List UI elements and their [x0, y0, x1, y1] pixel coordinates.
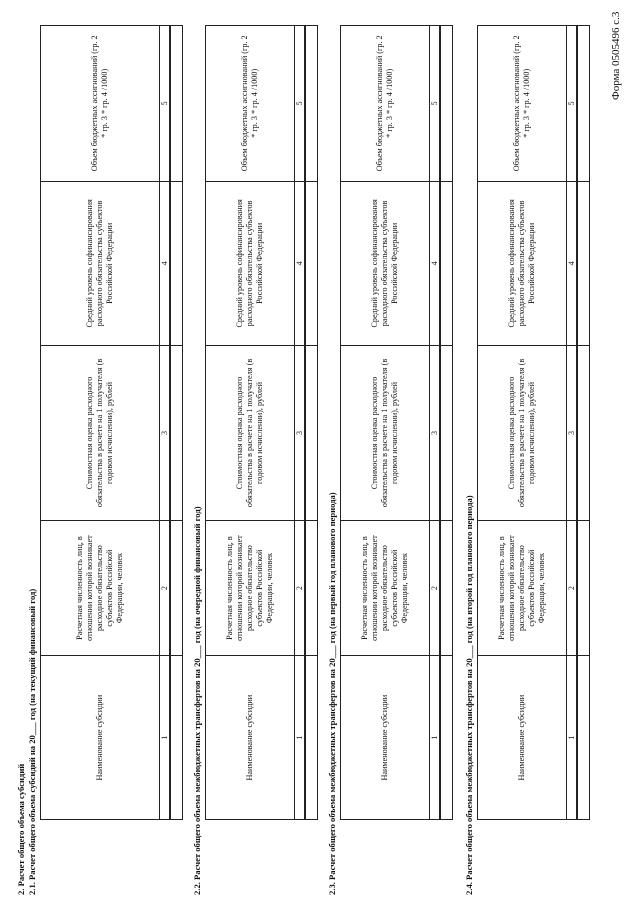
col-number: 4 [295, 181, 304, 346]
column-numbers-row [429, 26, 439, 819]
section-title: 2. Расчет общего объема субсидий [16, 763, 26, 895]
subsection-title-2-3: 2.3. Расчет общего объема межбюджетных трансфертов на 20___ год (на первый год планового периода) [327, 492, 337, 895]
data-row [576, 26, 589, 819]
data-cell[interactable] [171, 181, 182, 346]
data-cell[interactable] [441, 520, 452, 656]
col-header-volume: Объем бюджетных ассигнований (гр. 2 * гр. 3 * гр. 4 /1000) [512, 35, 531, 172]
column-numbers-row [294, 26, 304, 819]
col-header-persons: Расчетная численность лиц, в отношении которой возникает расходное обязательство субъектов Российской Федерации, человек [206, 520, 294, 656]
col-number: 5 [294, 101, 304, 106]
col-number: 5 [159, 101, 169, 106]
col-header-volume: Объем бюджетных ассигнований (гр. 2 * гр. 3 * гр. 4 /1000) [90, 35, 109, 172]
data-cell[interactable] [578, 181, 589, 346]
column-numbers-row [566, 26, 576, 819]
col-number: 4 [430, 181, 439, 346]
subsection-title-2-2: 2.2. Расчет общего объема межбюджетных трансфертов на 20___ год (на очередной финансовый год) [192, 506, 202, 895]
data-cell[interactable] [171, 26, 182, 181]
col-number: 1 [160, 655, 169, 819]
subsidy-table-2-3 [340, 25, 453, 820]
col-header-cofinancing: Средний уровень софинансирования расходного обязательства субъектов Российской Федерации [206, 181, 294, 346]
col-number: 1 [295, 655, 304, 819]
col-header-cost: Стоимостная оценка расходного обязательства в расчете на 1 получателя (в годовом исчислении), рублей [478, 345, 566, 520]
table-header-row [206, 26, 294, 819]
col-number: 2 [567, 520, 576, 656]
col-header-name: Наименование субсидии [341, 655, 429, 819]
col-number: 3 [567, 345, 576, 520]
data-cell[interactable] [171, 345, 182, 520]
subsection-title-2-1: 2.1. Расчет общего объема субсидий на 20___ год (на текущий финансовый год) [27, 588, 37, 895]
col-number: 2 [160, 520, 169, 656]
col-number: 4 [160, 181, 169, 346]
table-header-row [41, 26, 159, 819]
col-header-persons: Расчетная численность лиц, в отношении которой возникает расходное обязательство субъектов Российской Федерации, человек [341, 520, 429, 656]
data-cell[interactable] [441, 345, 452, 520]
subsidy-table-2-2 [205, 25, 318, 820]
col-number: 3 [295, 345, 304, 520]
col-header-volume: Объем бюджетных ассигнований (гр. 2 * гр. 3 * гр. 4 /1000) [375, 35, 394, 172]
col-number: 4 [567, 181, 576, 346]
col-number: 3 [160, 345, 169, 520]
col-number: 5 [566, 101, 576, 106]
col-header-cost: Стоимостная оценка расходного обязательства в расчете на 1 получателя (в годовом исчислении), рублей [341, 345, 429, 520]
col-number: 3 [430, 345, 439, 520]
subsidy-table-2-4 [477, 25, 590, 820]
data-cell[interactable] [306, 26, 317, 181]
col-header-cost: Стоимостная оценка расходного обязательства в расчете на 1 получателя (в годовом исчислении), рублей [206, 345, 294, 520]
data-cell[interactable] [171, 655, 182, 819]
col-number: 5 [429, 101, 439, 106]
data-row [304, 26, 317, 819]
data-cell[interactable] [578, 655, 589, 819]
col-header-cofinancing: Средний уровень софинансирования расходного обязательства субъектов Российской Федерации [341, 181, 429, 346]
data-cell[interactable] [578, 345, 589, 520]
col-number: 1 [430, 655, 439, 819]
table-header-row [478, 26, 566, 819]
column-numbers-row [159, 26, 169, 819]
subsidy-table-2-1 [40, 25, 183, 820]
table-header-row [341, 26, 429, 819]
data-row [439, 26, 452, 819]
data-cell[interactable] [578, 26, 589, 181]
col-number: 2 [295, 520, 304, 656]
col-header-name: Наименование субсидии [478, 655, 566, 819]
col-header-name: Наименование субсидии [41, 655, 159, 819]
col-header-cofinancing: Средний уровень софинансирования расходного обязательства субъектов Российской Федерации [41, 181, 159, 346]
data-cell[interactable] [578, 520, 589, 656]
data-cell[interactable] [171, 520, 182, 656]
subsection-title-2-4: 2.4. Расчет общего объема межбюджетных трансфертов на 20___ год (на второй год планового периода) [464, 495, 474, 895]
data-cell[interactable] [306, 655, 317, 819]
data-cell[interactable] [441, 26, 452, 181]
col-header-cost: Стоимостная оценка расходного обязательства в расчете на 1 получателя (в годовом исчислении), рублей [41, 345, 159, 520]
data-cell[interactable] [306, 345, 317, 520]
col-header-persons: Расчетная численность лиц, в отношении которой возникает расходное обязательство субъектов Российской Федерации, человек [478, 520, 566, 656]
col-header-volume: Объем бюджетных ассигнований (гр. 2 * гр. 3 * гр. 4 /1000) [240, 35, 259, 172]
data-cell[interactable] [441, 655, 452, 819]
col-number: 1 [567, 655, 576, 819]
data-cell[interactable] [441, 181, 452, 346]
form-code: Форма 0505496 с.3 [610, 11, 622, 100]
col-header-persons: Расчетная численность лиц, в отношении которой возникает расходное обязательство субъектов Российской Федерации, человек [41, 520, 159, 656]
data-row [169, 26, 182, 819]
data-cell[interactable] [306, 181, 317, 346]
data-cell[interactable] [306, 520, 317, 656]
col-header-cofinancing: Средний уровень софинансирования расходного обязательства субъектов Российской Федерации [478, 181, 566, 346]
col-number: 2 [430, 520, 439, 656]
col-header-name: Наименование субсидии [206, 655, 294, 819]
